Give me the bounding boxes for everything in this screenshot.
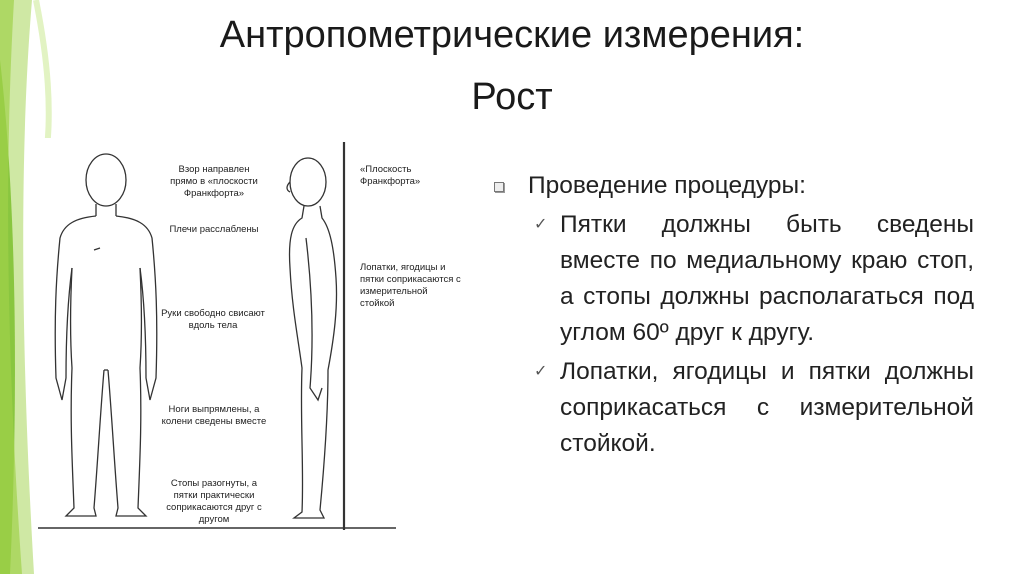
label-shoulder-blades: Лопатки, ягодицы и пятки соприкасаются с измерительной стойкой — [360, 262, 461, 309]
procedure-step-1 — [494, 207, 974, 351]
procedure-heading: Проведение процедуры: — [528, 172, 806, 199]
checkmark-icon: ✓ — [534, 216, 548, 233]
square-bullet-icon — [494, 182, 504, 192]
posture-figure — [36, 138, 468, 538]
label-gaze: Взор направлен прямо в «плоскости Франкфорта» — [170, 164, 258, 199]
procedure-heading-item — [494, 168, 974, 204]
title-line-1: Антропометрические измерения: — [219, 14, 805, 56]
procedure-step-1-text: Пятки должны быть сведены вместе по медиальному краю стоп, а стопы должны располагаться под углом 60º друг к другу. — [560, 211, 974, 346]
procedure-text — [494, 168, 974, 462]
label-feet: Стопы разогнуты, а пятки практически соприкасаются друг с другом — [166, 478, 262, 525]
procedure-step-2 — [494, 354, 974, 462]
checkmark-icon: ✓ — [534, 363, 548, 380]
label-frankfort: «Плоскость Франкфорта» — [360, 164, 421, 187]
label-arms: Руки свободно свисают вдоль тела — [161, 308, 265, 331]
title-line-2: Рост — [471, 76, 553, 118]
procedure-step-2-text: Лопатки, ягодицы и пятки должны соприкасаться с измерительной стойкой. — [560, 358, 974, 457]
slide-title — [0, 4, 1024, 128]
label-legs: Ноги выпрямлены, а колени сведены вместе — [161, 404, 267, 427]
label-shoulders: Плечи расслаблены — [169, 224, 259, 235]
